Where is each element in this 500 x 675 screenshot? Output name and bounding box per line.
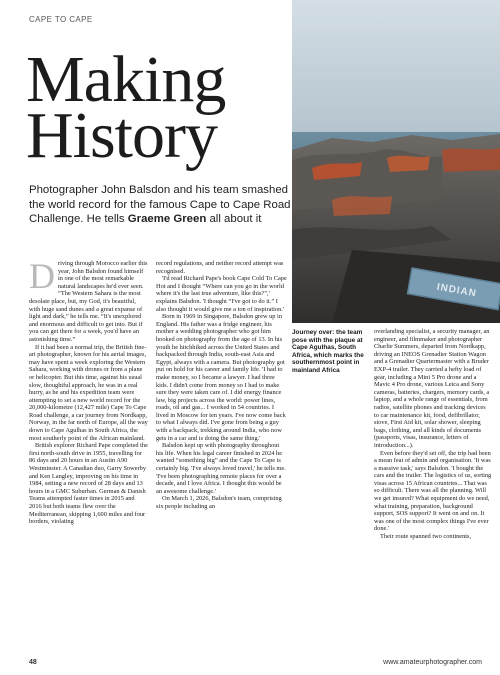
- body-paragraph: record regulations, and neither record attempt was recognised.: [156, 260, 284, 275]
- coastal-photo: [292, 0, 500, 323]
- body-paragraph: British explorer Richard Pape completed the first north-south drive in 1955, travelling for 86 days and 20 hours in an Austin A90 Westminster. A Canadian duo, Garry Sowerby and Ken Langley, improving on his time in 1984, setting a new record of 28 days and 13 hours in a GMC Suburban. German & Danish Teams attempted faster times in 2015 and 2016 but both teams flew over the Mediterranean, skipping 1,600 miles and four borders, violating: [29, 442, 148, 526]
- body-column-2: [156, 260, 287, 640]
- body-paragraph: 'I'd read Richard Pape's book Cape Cold To Cape Hot and I thought “Where can you go in the world where it's the last true adventure, like this?”,' explains Balsdon. 'I thought “I've got to do it.” I also thought it would give me a ton of inspiration.': [156, 275, 287, 313]
- page-number: 48: [29, 659, 37, 666]
- standfirst: [29, 183, 291, 227]
- headline-line-2: History: [26, 99, 217, 172]
- drop-cap: D: [29, 260, 55, 296]
- photo-caption: Journey over: the team pose with the plaque at Cape Agulhas, South Africa, which marks the southernmost point in mainland Africa: [292, 329, 364, 374]
- body-column-3: [374, 328, 492, 640]
- body-paragraph: Balsdon kept up with photography throughout his life. When his legal career finished in 2024 he wanted “something big” and the Cape To Cape is certainly big. 'I've always loved travel,' he tells me. 'I've been photographing remote places for over a decade, and I love Africa. I thought this would be an awesome challenge.': [156, 442, 286, 495]
- body-paragraph-text: riving through Morocco earlier this year, John Balsdon found himself in one of the most remarkable natural landscapes he'd ever seen. “The Western Sahara is the most desolate place, but, my God, it's beautiful, with huge sand dunes and a great expanse of light and dark,” he tells me. “It's unexplored and enormous and difficult to get into. But if you can get there for a week, you'd have an astonishing time.”: [29, 260, 148, 343]
- body-column-1: [29, 260, 148, 640]
- headline-line-1: Making: [26, 43, 226, 116]
- standfirst-text: Photographer John Balsdon and his team smashed the world record for the famous Cape to Cape Road Challenge. He tells: [29, 184, 291, 225]
- standfirst-tail: all about it: [209, 213, 262, 225]
- body-paragraph: overlanding specialist, a security manager, an engineer, and filmmaker and photographer Charlie Summers, departed from Nordkapp, driving an INEOS Grenadier Station Wagon and a Grenadier Quartermaster with a Bruder EXP-4 trailer. They carried a hefty load of gear, including a Mini 5 Pro drone and a Mavic 4 Pro drone, various Leica and Sony cameras, batteries, chargers, memory cards, a laptop, and a whole range of essentials, from radios, satellite phones and tracking devices to car maintenance kit, food, defibrillator, stove, First Aid kit, solar shower, sleeping bags, clothing, and all kinds of documents (passports, visas, insurance, letters of introduction...).: [374, 328, 490, 449]
- body-paragraph: [29, 260, 148, 344]
- body-paragraph: Even before they'd set off, the trip had been a mean feat of admin and organisation. 'It was a massive task,' says Balsdon. 'I bought the cars and the trailer. The logistics of us, sorting visas across 15 African countries... That was so difficult. There was all the planning. Will we get insured? What equipment do we need, what training, preparation, background support, SOS support? It went on and on. It was one of the most complex things I've ever done.': [374, 449, 492, 533]
- section-tag: CAPE TO CAPE: [29, 15, 93, 24]
- body-paragraph: Their route spanned two continents,: [380, 533, 472, 541]
- body-paragraph: If it had been a normal trip, the British fine-art photographer, known for his aerial images, may have spent a week exploring the Western Sahara, working with drones or from a plane or helicopter. But this time, against his usual slow, thoughtful approach, he was in a real hurry, as he and his expedition team were attempting to set a new world record for the 20,000-kilometre (12,427 mile) Cape To Cape Road challenge, a car journey from Nordkapp, Norway, in the far north of Europe, all the way down to Cape Agulhas in South Africa, the most southerly point of the African mainland.: [29, 343, 148, 442]
- byline: Graeme Green: [127, 213, 207, 225]
- body-paragraph: Born in 1969 in Singapore, Balsdon grew up in England. His father was a fridge engineer, his mother a wedding photographer who got him hooked on photography from the age of 13. In his youth he hitchhiked across the United States and backpacked through India, south-east Asia and Egypt, always with a camera. But photography got put on hold for his career and family life. 'I had to make money, so I became a lawyer. I had three kids. I didn't come from money so I had to make sure they were taken care of. I did energy finance law, big projects across the world: power lines, roads, oil and gas... I worked in 54 countries. I lived in Moscow for ten years. I've now come back to what I always did. I've gone from being a guy with a backpack, trekking around India, who now gets in a car and is doing the same thing.': [156, 313, 286, 442]
- photo-sign-text: INDIAN: [435, 281, 478, 300]
- website-url: www.amateurphotographer.com: [383, 659, 482, 666]
- headline: [26, 43, 288, 172]
- body-paragraph: On March 1, 2026, Balsdon's team, comprising six people including an: [156, 495, 282, 510]
